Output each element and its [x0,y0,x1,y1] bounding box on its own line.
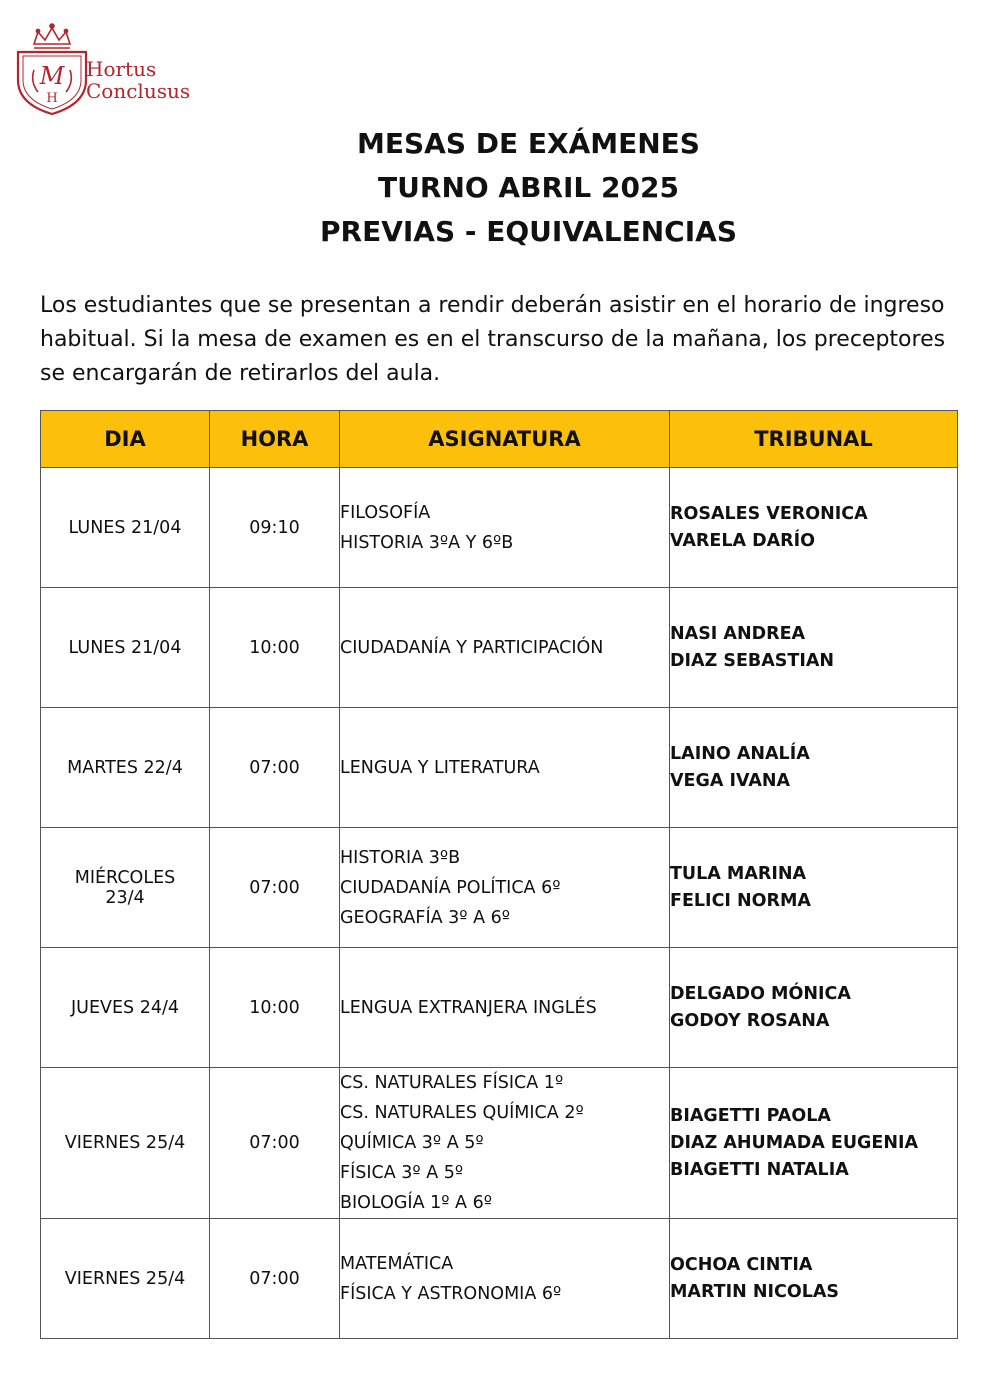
cell-dia-line: VIERNES 25/4 [64,1133,186,1153]
svg-text:M: M [39,62,65,90]
cell-dia [41,1068,210,1219]
cell-tribunal-line: VARELA DARÍO [670,530,816,551]
intro-line2: habitual. Si la mesa de examen es en el transcurso de la mañana, los preceptores [40,327,946,352]
cell-tribunal [670,948,958,1068]
cell-tribunal-line: DELGADO MÓNICA [670,983,851,1004]
cell-asignatura-line: CIUDADANÍA POLÍTICA 6º [340,877,561,898]
page-title [0,122,999,254]
table-row [41,588,958,708]
cell-tribunal-line: BIAGETTI NATALIA [670,1159,849,1180]
cell-dia-line: MIÉRCOLES [74,867,176,888]
header-dia: DIA [41,411,210,468]
brand-name-line2: Conclusus [86,79,191,103]
cell-asignatura [340,1219,670,1339]
header-tribunal: TRIBUNAL [670,411,958,468]
cell-dia [41,948,210,1068]
cell-hora: 07:00 [210,1219,340,1339]
cell-asignatura-line: HISTORIA 3ºA Y 6ºB [340,532,514,553]
table-row [41,948,958,1068]
brand-name [86,58,190,102]
table-row [41,708,958,828]
cell-tribunal-line: NASI ANDREA [670,623,806,644]
cell-asignatura-line: GEOGRAFÍA 3º A 6º [340,907,510,928]
cell-hora: 09:10 [210,468,340,588]
cell-tribunal [670,588,958,708]
cell-hora: 07:00 [210,1068,340,1219]
cell-asignatura-line: FÍSICA 3º A 5º [340,1163,464,1183]
exam-schedule-table [40,410,958,1339]
cell-asignatura-line: LENGUA EXTRANJERA INGLÉS [340,997,597,1018]
header-asignatura: ASIGNATURA [340,411,670,468]
cell-asignatura-line: FÍSICA Y ASTRONOMIA 6º [340,1283,562,1304]
cell-asignatura-line: MATEMÁTICA [340,1253,454,1274]
cell-tribunal-line: OCHOA CINTIA [670,1254,813,1275]
cell-hora: 10:00 [210,588,340,708]
table-header-row [41,411,958,468]
cell-dia [41,828,210,948]
cell-hora: 07:00 [210,828,340,948]
cell-tribunal-line: VEGA IVANA [670,770,791,791]
intro-line1: Los estudiantes que se presentan a rendir deberán asistir en el horario de ingreso [40,293,945,318]
table-row [41,1219,958,1339]
cell-dia-line: 23/4 [105,887,145,908]
cell-tribunal-line: BIAGETTI PAOLA [670,1105,831,1126]
title-line3: PREVIAS - EQUIVALENCIAS [320,215,737,248]
cell-tribunal-line: LAINO ANALÍA [670,743,810,764]
title-line2: TURNO ABRIL 2025 [378,171,679,204]
cell-tribunal [670,708,958,828]
crest-icon [12,22,92,118]
cell-tribunal [670,828,958,948]
cell-dia [41,468,210,588]
header-hora: HORA [210,411,340,468]
cell-dia-line: LUNES 21/04 [68,517,182,538]
intro-line3: se encargarán de retirarlos del aula. [40,361,441,386]
cell-asignatura-line: QUÍMICA 3º A 5º [340,1133,484,1153]
cell-tribunal [670,1068,958,1219]
table-row [41,1068,958,1219]
svg-text:H: H [46,91,58,106]
cell-asignatura-line: BIOLOGÍA 1º A 6º [340,1193,492,1213]
cell-asignatura [340,708,670,828]
table-body [41,468,958,1339]
cell-dia [41,1219,210,1339]
cell-tribunal-line: DIAZ SEBASTIAN [670,650,835,671]
cell-dia [41,588,210,708]
cell-dia [41,708,210,828]
cell-tribunal [670,468,958,588]
cell-asignatura [340,1068,670,1219]
cell-tribunal-line: DIAZ AHUMADA EUGENIA [670,1132,919,1153]
cell-asignatura-line: LENGUA Y LITERATURA [340,757,540,778]
intro-paragraph [40,289,990,391]
cell-asignatura-line: CIUDADANÍA Y PARTICIPACIÓN [340,637,604,658]
cell-tribunal-line: GODOY ROSANA [670,1010,830,1031]
cell-asignatura-line: CS. NATURALES FÍSICA 1º [340,1073,564,1093]
cell-asignatura [340,828,670,948]
cell-dia-line: JUEVES 24/4 [70,997,180,1018]
cell-tribunal-line: MARTIN NICOLAS [670,1281,840,1302]
cell-asignatura-line: CS. NATURALES QUÍMICA 2º [340,1103,584,1123]
table-row [41,828,958,948]
cell-asignatura [340,948,670,1068]
cell-dia-line: VIERNES 25/4 [64,1268,186,1289]
cell-tribunal-line: FELICI NORMA [670,890,811,911]
cell-asignatura-line: FILOSOFÍA [340,502,431,523]
cell-dia-line: LUNES 21/04 [68,637,182,658]
brand-name-line1: Hortus [86,57,157,81]
cell-hora: 10:00 [210,948,340,1068]
cell-dia-line: MARTES 22/4 [67,757,183,778]
cell-tribunal-line: TULA MARINA [670,863,807,884]
cell-asignatura [340,588,670,708]
title-line1: MESAS DE EXÁMENES [357,127,700,160]
table-row [41,468,958,588]
cell-tribunal-line: ROSALES VERONICA [670,503,868,524]
cell-asignatura-line: HISTORIA 3ºB [340,847,461,868]
cell-tribunal [670,1219,958,1339]
cell-hora: 07:00 [210,708,340,828]
cell-asignatura [340,468,670,588]
